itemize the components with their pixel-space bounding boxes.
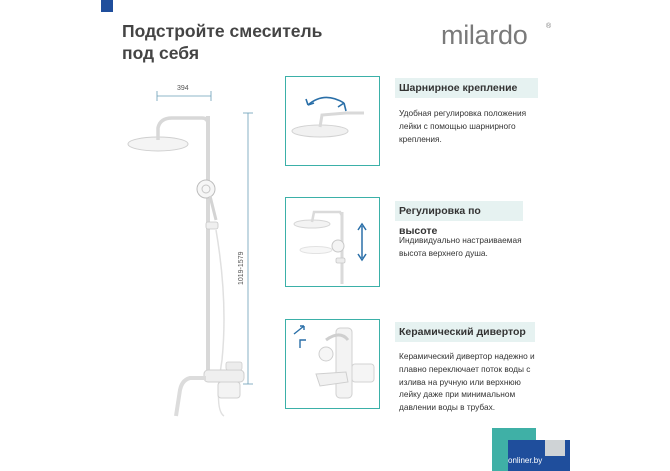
- feature-line: лейку даже при минимальном: [399, 389, 516, 400]
- watermark: onliner.by: [508, 456, 543, 465]
- feature-line: крепления.: [399, 133, 442, 144]
- brand-logo: milardo: [441, 20, 528, 50]
- slide-holder: [206, 222, 218, 229]
- feature-line: излива на ручную или верхнюю: [399, 376, 521, 387]
- registered-mark: ®: [546, 23, 552, 30]
- feature-line: высота верхнего душа.: [399, 247, 488, 258]
- feature-text-diverter: [399, 350, 559, 414]
- diverter-panel: [285, 319, 380, 409]
- width-dimension-label: 394: [177, 85, 189, 92]
- feature-line: лейки с помощью шарнирного: [399, 120, 516, 131]
- height-dimension-label: 1019-1579: [238, 251, 245, 285]
- height-adjust-icon: [286, 198, 379, 286]
- feature-text-height: [399, 234, 549, 260]
- feature-title-height: Регулировка по высоте: [395, 201, 523, 221]
- shower-system-illustration: [110, 80, 280, 430]
- height-panel: [285, 197, 380, 287]
- feature-line: Керамический дивертор надежно и: [399, 351, 535, 361]
- feature-line: давлении воды в трубах.: [399, 402, 496, 413]
- title-line-2: под себя: [122, 43, 200, 63]
- feature-text-hinge: [399, 107, 569, 145]
- feature-line: Индивидуально настраиваемая: [399, 235, 522, 245]
- diverter-icon: [286, 320, 379, 408]
- hand-shower-head: [197, 180, 215, 198]
- hinge-panel: [285, 76, 380, 166]
- feature-title-diverter: Керамический дивертор: [395, 322, 535, 342]
- page-title: [122, 20, 382, 64]
- mixer-body: [204, 370, 244, 382]
- corner-accent: [101, 0, 113, 12]
- title-line-1: Подстройте смеситель: [122, 21, 323, 41]
- decor-square-grey: [545, 440, 565, 456]
- hinge-rotation-icon: [286, 77, 379, 165]
- feature-title-hinge: Шарнирное крепление: [395, 78, 538, 98]
- feature-line: плавно переключает поток воды с: [399, 363, 531, 374]
- feature-line: Удобная регулировка положения: [399, 108, 527, 118]
- spout: [176, 378, 206, 416]
